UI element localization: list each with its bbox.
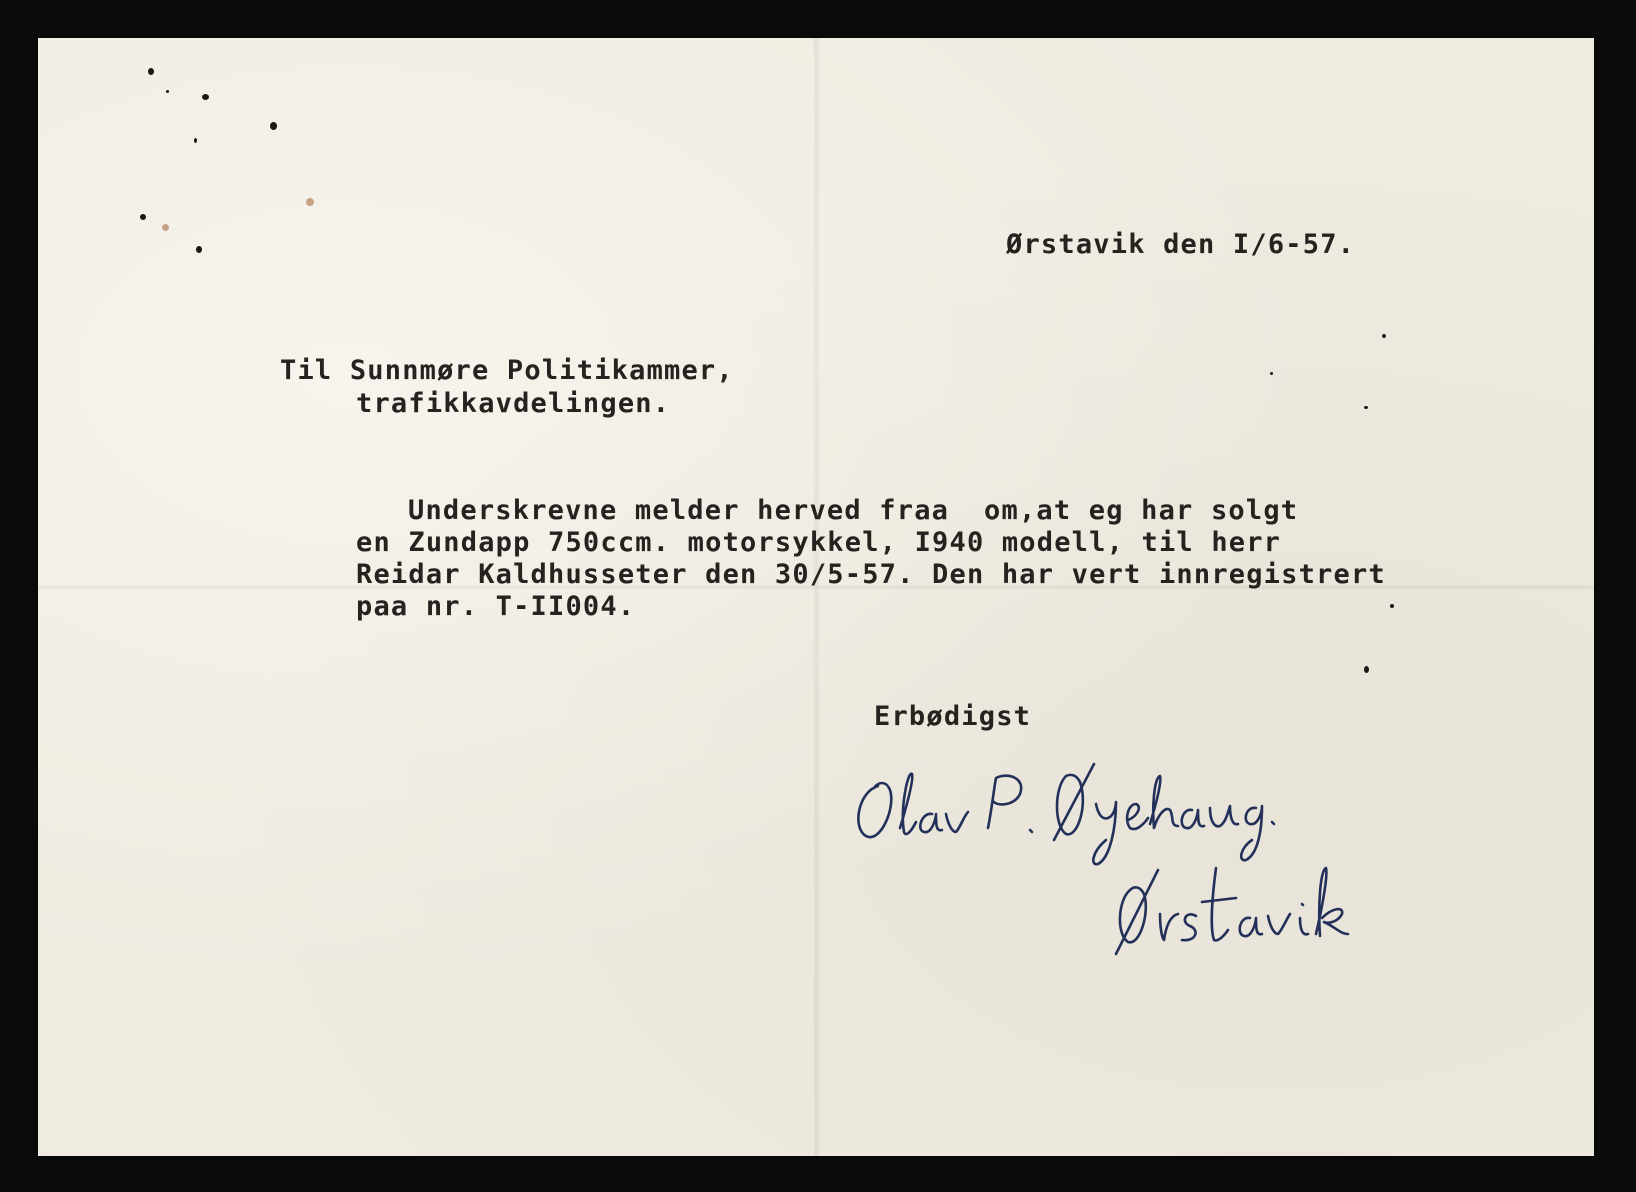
body-line-2: en Zundapp 750ccm. motorsykkel, I940 modell, til herr [356, 527, 1282, 558]
speck [270, 122, 277, 130]
speck [1364, 406, 1368, 409]
letter-paper [38, 38, 1594, 1156]
body-line-4: paa nr. T-II004. [356, 591, 636, 622]
speck [166, 90, 169, 93]
speck [1364, 666, 1369, 673]
speck [202, 94, 209, 100]
closing: Erbødigst [874, 701, 1032, 732]
speck [1270, 372, 1273, 375]
place-date: Ørstavik den I/6-57. [1006, 229, 1356, 260]
speck [194, 138, 197, 143]
stain [306, 198, 314, 206]
speck [196, 246, 202, 253]
body-line-1: Underskrevne melder herved fraa om,at eg har solgt [408, 495, 1299, 526]
speck [1382, 334, 1386, 338]
recipient-line-1: Til Sunnmøre Politikammer, [280, 355, 734, 386]
speck [148, 68, 154, 75]
recipient-line-2: trafikkavdelingen. [356, 388, 671, 419]
stain [162, 224, 169, 231]
body-line-3: Reidar Kaldhusseter den 30/5-57. Den har vert innregistrert [356, 559, 1386, 590]
speck [140, 214, 146, 220]
speck [1390, 604, 1394, 608]
